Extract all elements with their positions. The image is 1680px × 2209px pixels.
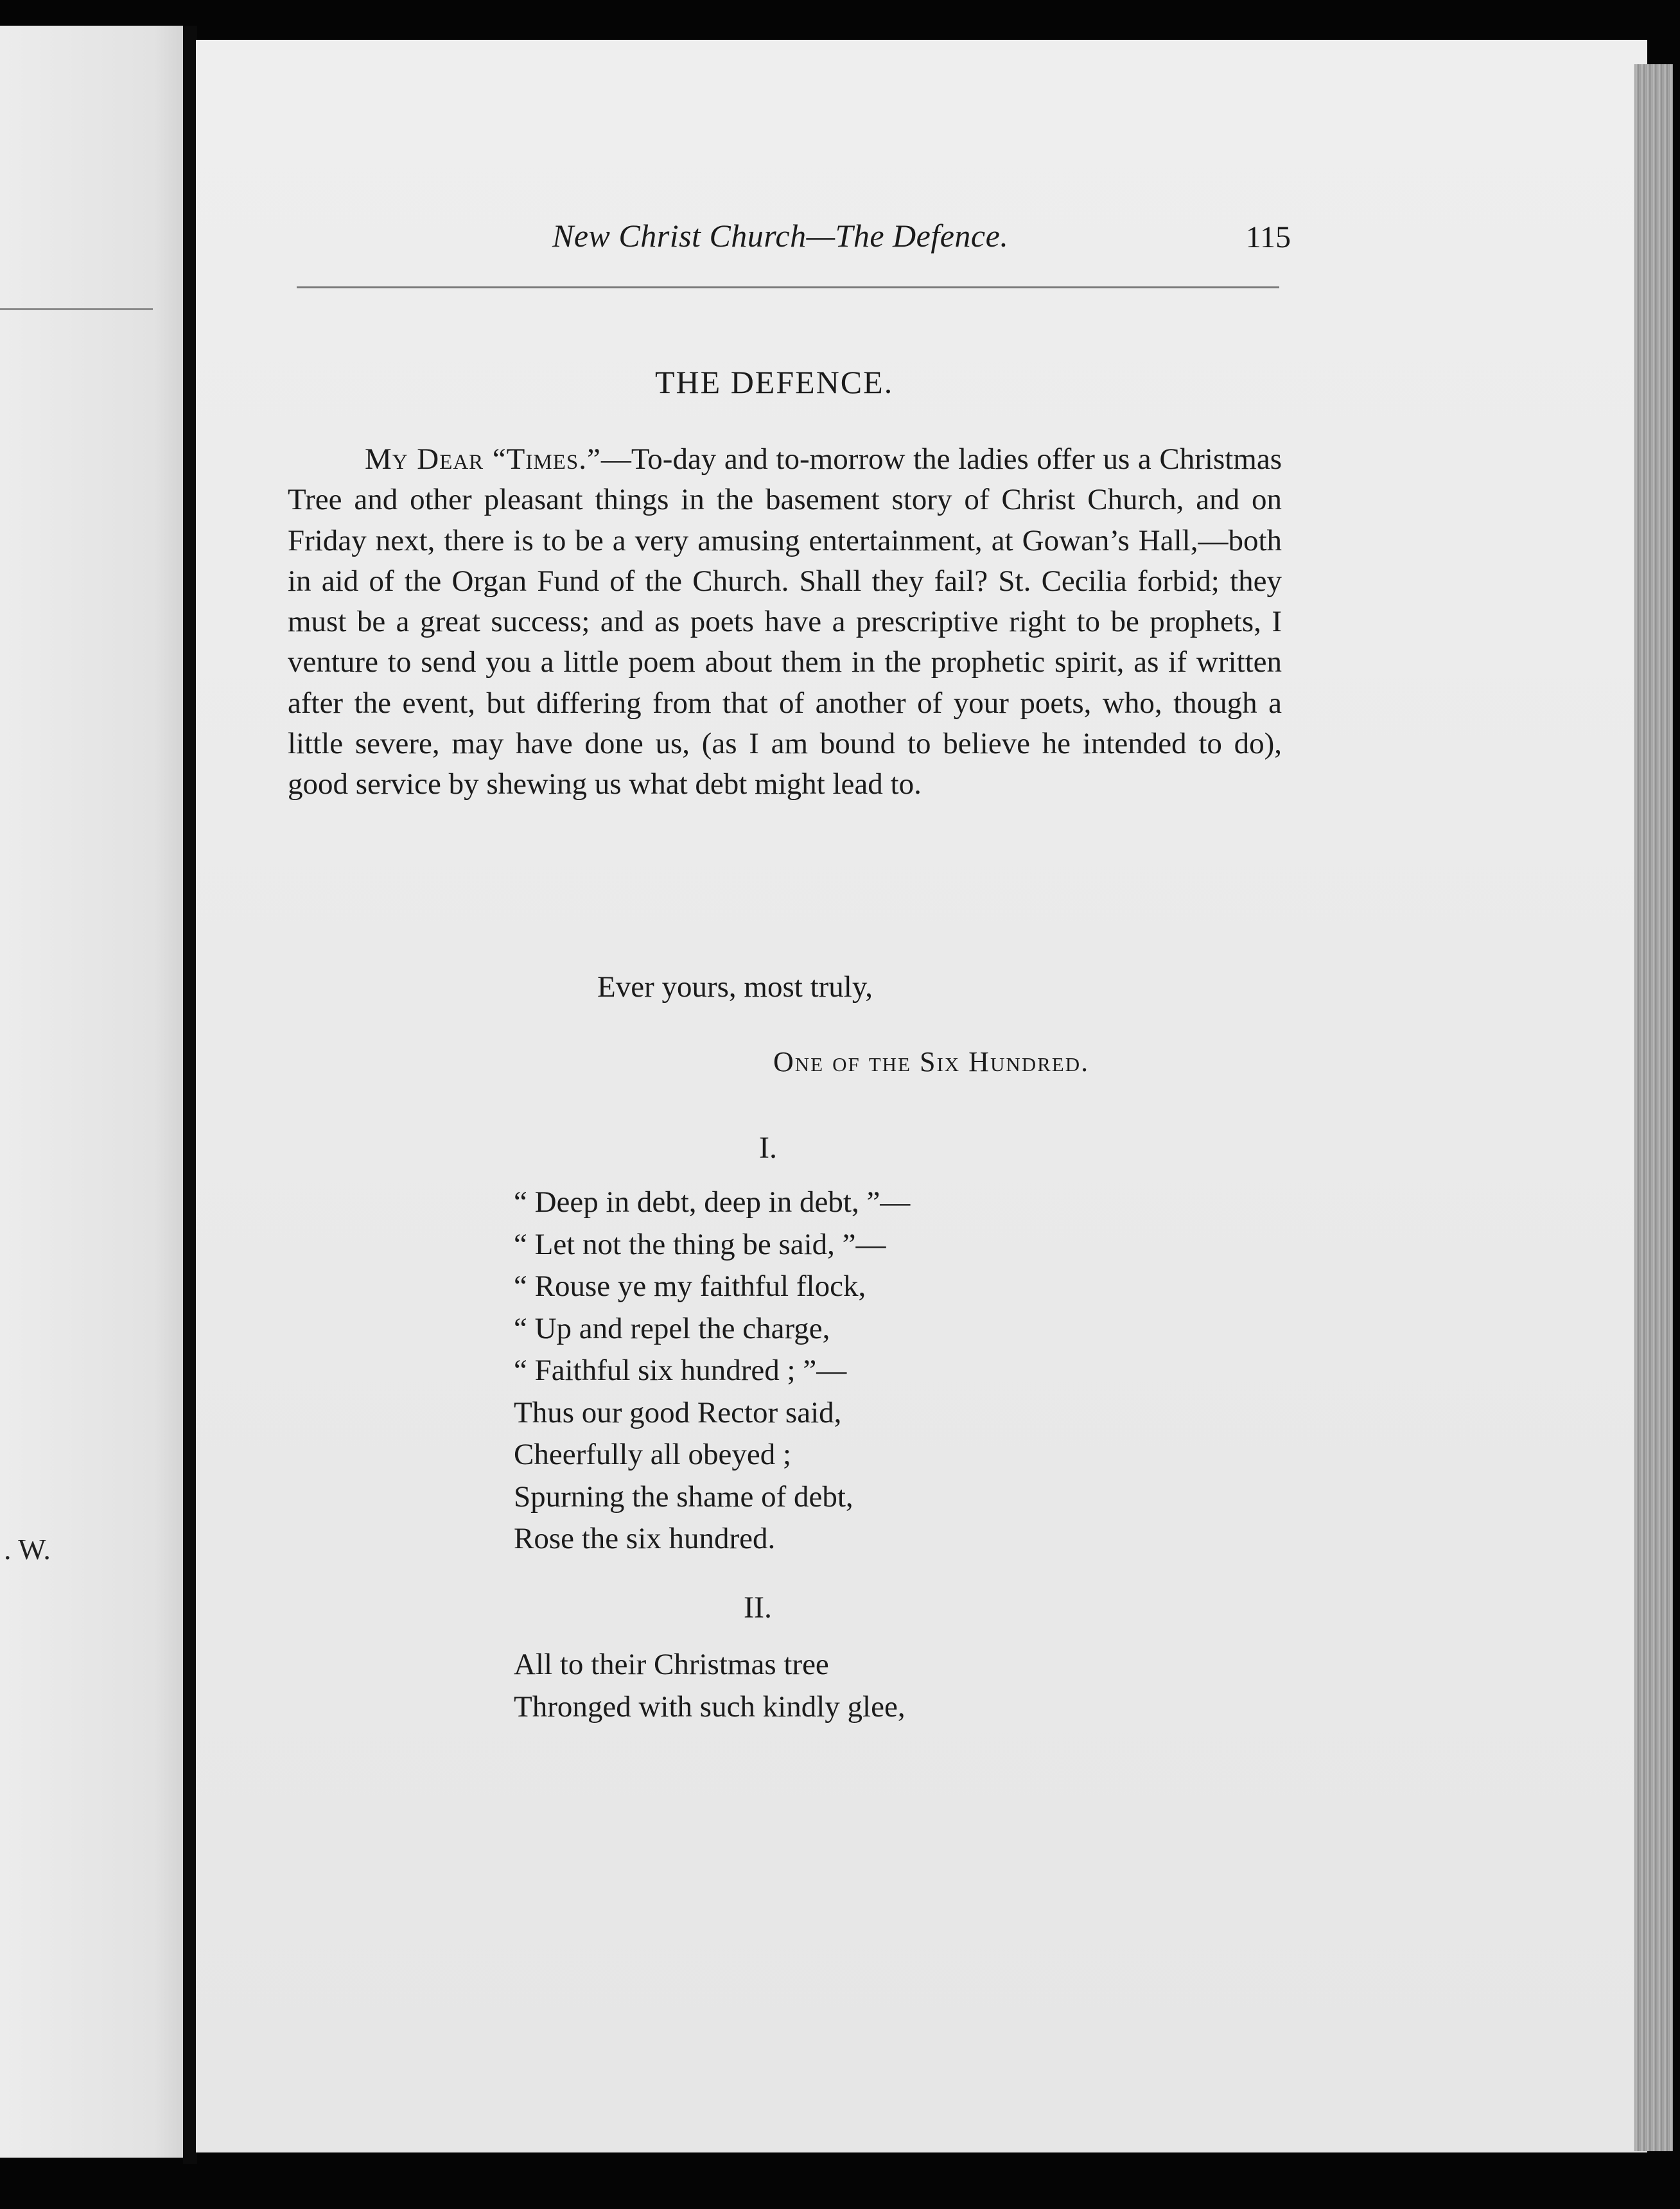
- verse-line: “ Faithful six hundred ; ”—: [514, 1354, 847, 1387]
- verse-line: “ Up and repel the charge,: [514, 1311, 830, 1345]
- stanza-number: I.: [759, 1131, 777, 1165]
- verse-line: Spurning the shame of debt,: [514, 1480, 853, 1514]
- facing-page: [0, 26, 193, 2158]
- running-head: New Christ Church—The Defence.: [552, 218, 1009, 254]
- letter-signature: One of the Six Hundred.: [773, 1046, 1090, 1078]
- verse-line: All to their Christmas tree: [514, 1648, 829, 1681]
- page-edges: [1634, 64, 1673, 2151]
- book-page: [196, 40, 1647, 2152]
- letter-closing: Ever yours, most truly,: [597, 970, 873, 1004]
- letter-paragraph: [288, 439, 1282, 805]
- verse-line: Thus our good Rector said,: [514, 1395, 842, 1429]
- header-rule: [297, 286, 1279, 288]
- page-header: [552, 217, 1291, 268]
- verse-line: Rose the six hundred.: [514, 1522, 776, 1555]
- verse-line: Cheerfully all obeyed ;: [514, 1438, 791, 1471]
- book-gutter: [183, 26, 197, 2164]
- verse-line: “ Let not the thing be said, ”—: [514, 1227, 886, 1261]
- letter-salutation: My Dear “Times.”: [365, 442, 601, 476]
- section-title: THE DEFENCE.: [655, 364, 894, 400]
- verse-line: “ Rouse ye my faithful flock,: [514, 1270, 866, 1303]
- stanza-number: II.: [744, 1591, 772, 1625]
- stanza-1: [514, 1182, 910, 1560]
- verse-line: “ Deep in debt, deep in debt, ”—: [514, 1185, 911, 1219]
- facing-page-rule: [0, 308, 153, 310]
- facing-page-fragment: . W.: [4, 1533, 51, 1566]
- page-number: 115: [1245, 220, 1291, 254]
- stanza-2: [514, 1644, 906, 1728]
- letter-body: —To-day and to-morrow the ladies offer us a Christmas Tree and other pleasant things in the basement story of Christ Church, and on Friday next, there is to be a very amusing entertainment, at Gowan’s Hall,—both in aid of the Organ Fund of the Church. Shall they fail? St. Cecilia forbid; they must be a great success; and as poets have a prescriptive right to be prophets, I venture to send you a little poem about them in the prophetic spirit, as if written after the event, but differing from that of another of your poets, who, though a little severe, may have done us, (as I am bound to believe he intended to do), good service by shewing us what debt might lead to.: [288, 442, 1282, 801]
- verse-line: Thronged with such kindly glee,: [514, 1689, 906, 1724]
